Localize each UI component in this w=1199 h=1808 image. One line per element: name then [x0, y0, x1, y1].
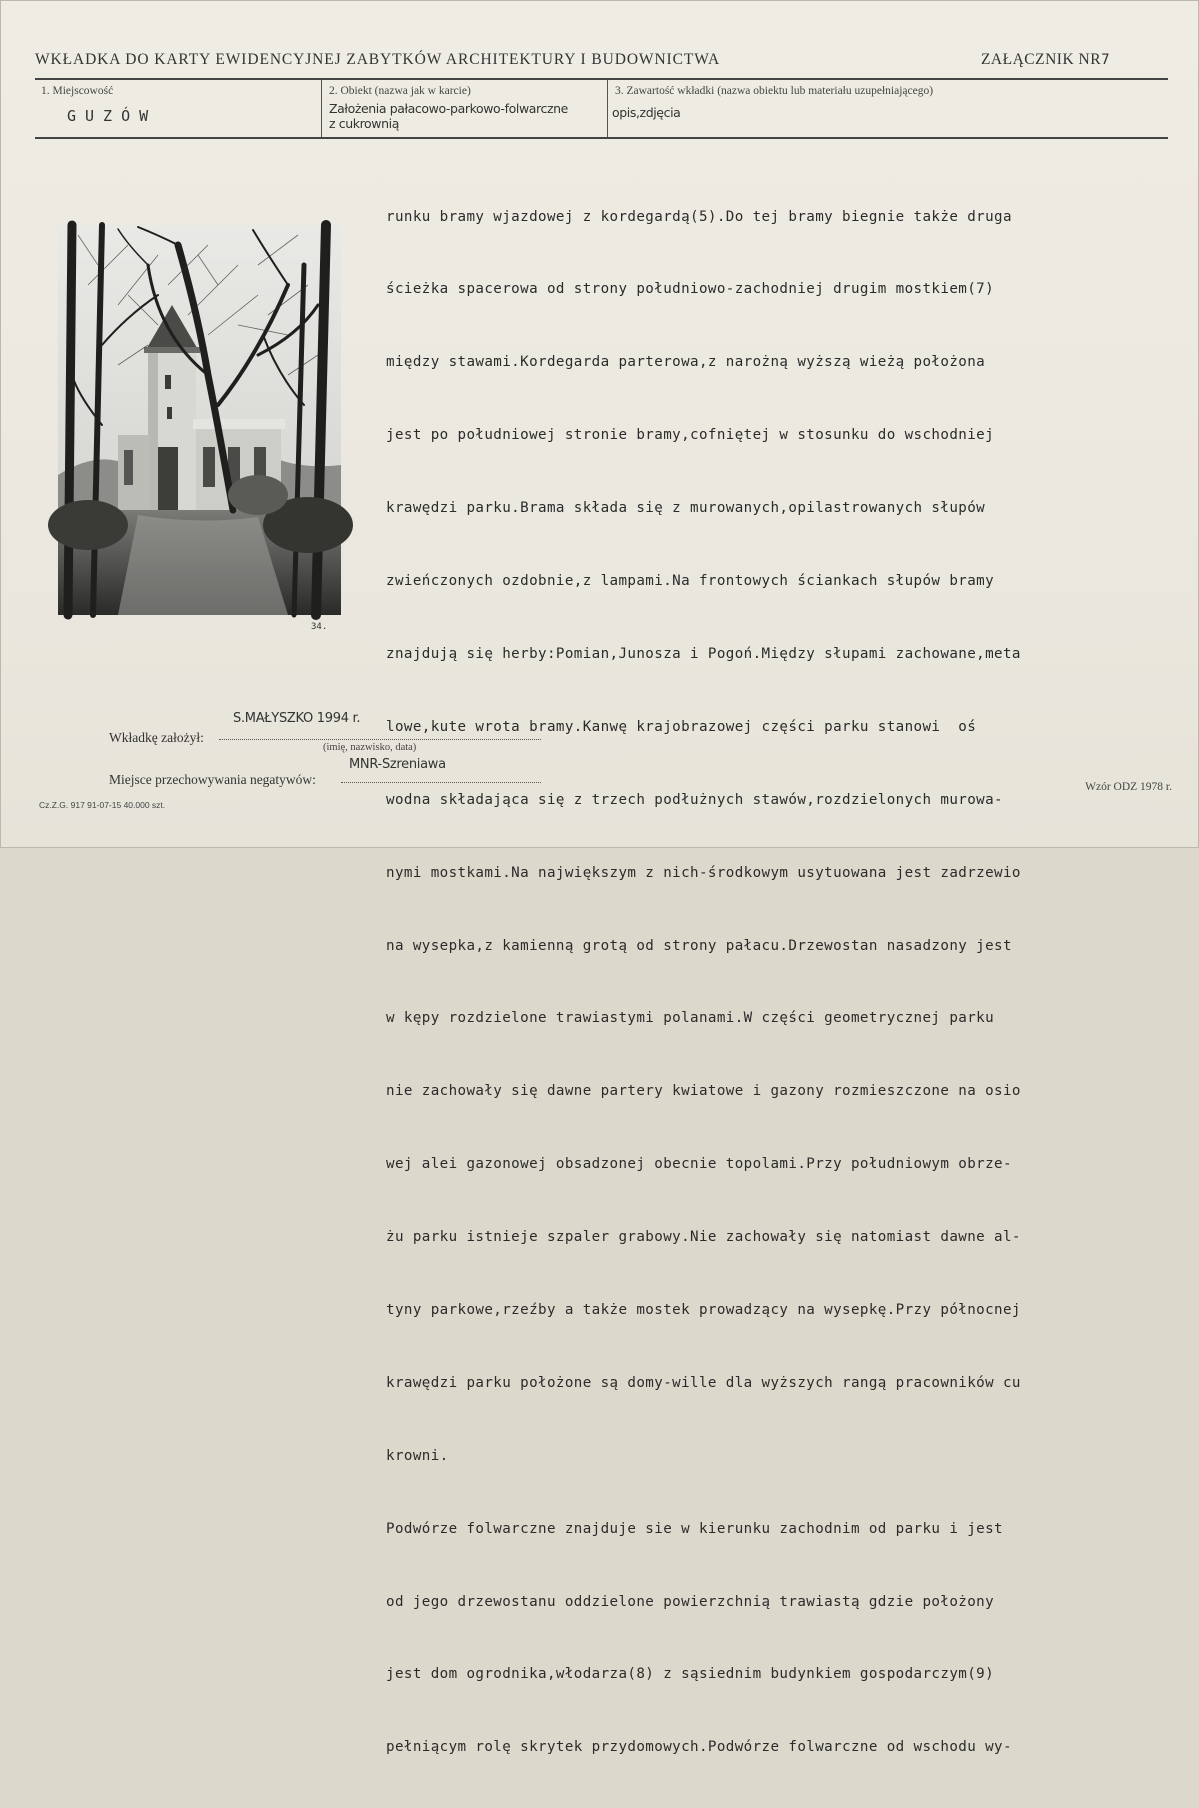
founder-hint: (imię, nazwisko, data)	[323, 742, 417, 753]
description-line: krawędzi parku.Brama składa się z murowanych,opilastrowanych słupów	[386, 500, 986, 517]
document-title: WKŁADKA DO KARTY EWIDENCYJNEJ ZABYTKÓW ARCHITEKTURY I BUDOWNICTWA	[35, 51, 721, 68]
description-line: znajdują się herby:Pomian,Junosza i Pogoń.Między słupami zachowane,meta	[386, 645, 1021, 662]
description-line: ścieżka spacerowa od strony południowo-zachodniej drugim mostkiem(7)	[386, 281, 995, 298]
description-line: zwieńczonych ozdobnie,z lampami.Na frontowych ściankach słupów bramy	[386, 573, 995, 590]
description-line: żu parku istnieje szpaler grabowy.Nie zachowały się natomiast dawne al-	[386, 1229, 1021, 1246]
header-rule-top	[35, 78, 1168, 80]
field-divider-1	[321, 80, 322, 137]
description-line: nymi mostkami.Na największym z nich-środkowym usytuowana jest zadrzewio	[386, 864, 1021, 881]
description-line: jest dom ogrodnika,włodarza(8) z sąsiednim budynkiem gospodarczym(9)	[386, 1666, 995, 1683]
object-label: 2. Obiekt (nazwa jak w karcie)	[329, 85, 471, 97]
description-line: runku bramy wjazdowej z kordegardą(5).Do tej bramy biegnie także druga	[386, 208, 1012, 225]
form-model: Wzór ODZ 1978 r.	[1085, 781, 1172, 793]
object-value-line2: z cukrownią	[329, 116, 399, 131]
storage-dotted-line	[341, 782, 541, 783]
description-line: tyny parkowe,rzeźby a także mostek prowadzący na wysepkę.Przy północnej	[386, 1301, 1021, 1318]
founder-dotted-line	[219, 739, 541, 740]
description-line: jest po południowej stronie bramy,cofniętej w stosunku do wschodniej	[386, 427, 995, 444]
content-label: 3. Zawartość wkładki (nazwa obiektu lub materiału uzupełniającego)	[615, 85, 934, 97]
description-text	[386, 156, 1146, 1808]
description-line: pełniącym rolę skrytek przydomowych.Podwórze folwarczne od wschodu wy-	[386, 1739, 1012, 1756]
description-line: krawędzi parku położone są domy-wille dla wyższych rangą pracowników cu	[386, 1374, 1021, 1391]
object-value	[329, 101, 568, 131]
description-line: na wysepka,z kamienną grotą od strony pałacu.Drzewostan nasadzony jest	[386, 937, 1012, 954]
founder-value: S.MAŁYSZKO 1994 r.	[233, 711, 361, 726]
storage-label: Miejsce przechowywania negatywów:	[109, 772, 316, 787]
description-line: krowni.	[386, 1447, 449, 1464]
annex-number-value: 7	[1101, 52, 1110, 68]
founder-label: Wkładkę założył:	[109, 730, 204, 745]
photo-number: 34.	[311, 622, 328, 632]
description-line: lowe,kute wrota bramy.Kanwę krajobrazowej części parku stanowi oś	[386, 718, 977, 735]
print-code: Cz.Z.G. 917 91-07-15 40.000 szt.	[39, 800, 166, 810]
description-line: od jego drzewostanu oddzielone powierzchnią trawiastą gdzie położony	[386, 1593, 995, 1610]
field-divider-2	[607, 80, 608, 137]
object-value-line1: Założenia pałacowo-parkowo-folwarczne	[329, 101, 568, 116]
description-line: Podwórze folwarczne znajduje sie w kierunku zachodnim od parku i jest	[386, 1520, 1003, 1537]
place-value: GUZÓW	[67, 107, 158, 125]
description-line: między stawami.Kordegarda parterowa,z narożną wyższą wieżą położona	[386, 354, 986, 371]
description-line: wodna składająca się z trzech podłużnych stawów,rozdzielonych murowa-	[386, 791, 1003, 808]
description-line: wej alei gazonowej obsadzonej obecnie topolami.Przy południowym obrze-	[386, 1156, 1012, 1173]
content-value: opis,zdjęcia	[612, 105, 681, 120]
description-line: nie zachowały się dawne partery kwiatowe i gazony rozmieszczone na osio	[386, 1083, 1021, 1100]
annex-number	[981, 51, 1110, 69]
storage-value: MNR-Szreniawa	[349, 757, 446, 772]
description-line: w kępy rozdzielone trawiastymi polanami.W części geometrycznej parku	[386, 1010, 995, 1027]
annex-label: ZAŁĄCZNIK NR	[980, 51, 1102, 68]
header-rule-bottom	[35, 137, 1168, 139]
place-label: 1. Miejscowość	[41, 85, 114, 97]
guardhouse-photo	[58, 225, 341, 615]
